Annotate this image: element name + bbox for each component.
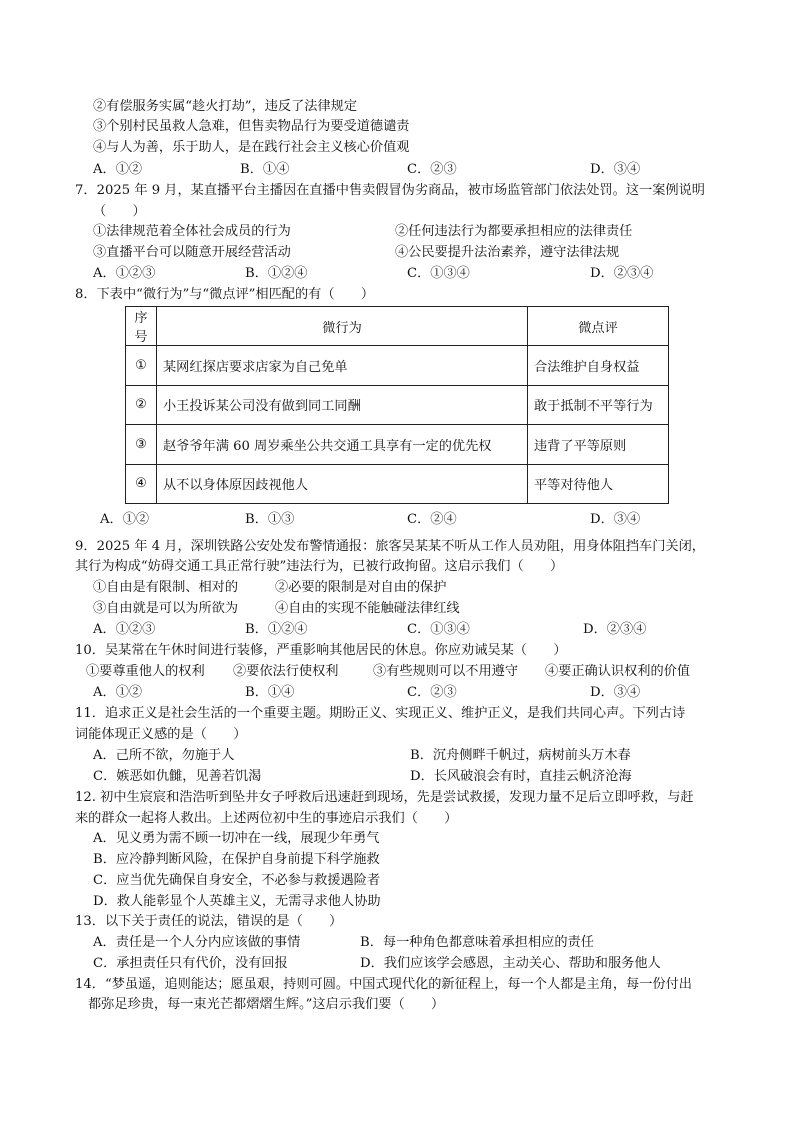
q12-stem-line2: 来的群众一起将人救出。上述两位初中生的事迹启示我们（ ） <box>75 811 458 826</box>
q9-item-4: ④自由的实现不能触碰法律红线 <box>275 601 460 616</box>
row-behavior: 小王投诉某公司没有做到同工同酬 <box>157 385 528 425</box>
q14-stem-line1: 14．“梦虽遥，追则能达；愿虽艰，持则可圆。中国式现代化的新征程上，每一个人都是主角，每一份付出 <box>75 977 692 992</box>
q14-stem-line2: 都弥足珍贵，每一束光芒都熠熠生辉。”这启示我们要（ ） <box>88 997 445 1012</box>
row-comment: 违背了平等原则 <box>528 425 669 465</box>
prev-option-d: D．③④ <box>590 162 641 177</box>
q8-option-d: D．③④ <box>590 512 641 527</box>
q9-item-1: ①自由是有限制、相对的 <box>93 580 239 595</box>
q12-option-a: A．见义勇为需不顾一切冲在一线，展现少年勇气 <box>93 831 380 846</box>
prev-option-a: A．①② <box>93 162 143 177</box>
prev-item-4: ④与人为善，乐于助人，是在践行社会主义核心价值观 <box>93 140 410 155</box>
row-behavior: 赵爷爷年满 60 周岁乘坐公共交通工具享有一定的优先权 <box>157 425 528 465</box>
q12-option-d: D．救人能彰显个人英雄主义，无需寻求他人协助 <box>93 894 381 909</box>
q9-option-b: B．①②④ <box>245 622 308 637</box>
q10-item-1: ①要尊重他人的权利 <box>86 664 205 679</box>
header-index: 序号 <box>126 307 157 346</box>
table-row <box>126 385 669 425</box>
q11-stem-line2: 词能体现正义感的是（ ） <box>75 727 247 742</box>
prev-item-2: ②有偿服务实属“趁火打劫”，违反了法律规定 <box>93 99 358 114</box>
prev-item-3: ③个别村民虽救人急难，但售卖物品行为要受道德谴责 <box>93 119 410 134</box>
q7-item-3: ③直播平台可以随意开展经营活动 <box>93 245 291 260</box>
q12-stem-line1: 12. 初中生宸宸和浩浩听到坠井女子呼救后迅速赶到现场，先是尝试救援，发现力量不足后立即呼救，与赶 <box>75 790 694 805</box>
row-index: ① <box>126 346 157 386</box>
table-header-row <box>126 307 669 346</box>
q7-option-a: A．①②③ <box>93 266 156 281</box>
table-row <box>126 425 669 465</box>
q13-option-b: B．每一种角色都意味着承担相应的责任 <box>360 935 594 950</box>
q13-stem: 13．以下关于责任的说法，错误的是（ ） <box>75 914 343 929</box>
q9-stem-line2: 其行为构成“妨碍交通工具正常行驶”违法行为，已被行政拘留。这启示我们（ ） <box>75 559 564 574</box>
table-row <box>126 346 669 386</box>
q8-table <box>125 306 669 504</box>
table-row <box>126 464 669 504</box>
q10-option-b: B．①④ <box>245 685 295 700</box>
q9-item-3: ③自由就是可以为所欲为 <box>93 601 239 616</box>
q10-item-3: ③有些规则可以不用遵守 <box>373 664 519 679</box>
q9-stem-line1: 9．2025 年 4 月，深圳铁路公安处发布警情通报：旅客吴某某不听从工作人员劝阻，用身体阻挡车门关闭， <box>75 539 705 554</box>
q9-option-a: A．①②③ <box>93 622 156 637</box>
row-comment: 合法维护自身权益 <box>528 346 669 386</box>
q7-answer-paren: （ ） <box>93 204 146 219</box>
row-comment: 敢于抵制不平等行为 <box>528 385 669 425</box>
row-behavior: 某网红探店要求店家为自己免单 <box>157 346 528 386</box>
q10-option-d: D．③④ <box>590 685 641 700</box>
header-behavior: 微行为 <box>157 307 528 346</box>
row-behavior: 从不以身体原因歧视他人 <box>157 464 528 504</box>
q7-item-2: ②任何违法行为都要承担相应的法律责任 <box>395 224 633 239</box>
prev-option-c: C．②③ <box>407 162 457 177</box>
row-index: ④ <box>126 464 157 504</box>
row-comment: 平等对待他人 <box>528 464 669 504</box>
q12-option-b: B．应冷静判断风险，在保护自身前提下科学施救 <box>93 852 380 867</box>
row-index: ③ <box>126 425 157 465</box>
q9-item-2: ②必要的限制是对自由的保护 <box>275 580 447 595</box>
header-comment: 微点评 <box>528 307 669 346</box>
q10-option-c: C．②③ <box>407 685 457 700</box>
q11-option-a: A．己所不欲，勿施于人 <box>93 748 235 763</box>
q9-option-c: C．①③④ <box>407 622 470 637</box>
q8-option-b: B．①③ <box>245 512 295 527</box>
q13-option-c: C．承担责任只有代价，没有回报 <box>93 956 288 971</box>
q8-stem: 8．下表中“微行为”与“微点评”相匹配的有（ ） <box>75 287 375 302</box>
q12-option-c: C．应当优先确保自身安全，不必参与救援遇险者 <box>93 873 381 888</box>
q11-option-c: C．嫉恶如仇雠，见善若饥渴 <box>93 769 262 784</box>
q11-option-d: D．长风破浪会有时，直挂云帆济沧海 <box>410 769 632 784</box>
q7-option-b: B．①②④ <box>245 266 308 281</box>
q7-item-1: ①法律规范着全体社会成员的行为 <box>93 224 291 239</box>
q7-option-c: C．①③④ <box>407 266 470 281</box>
q10-option-a: A．①② <box>93 685 143 700</box>
q13-option-d: D．我们应该学会感恩，主动关心、帮助和服务他人 <box>360 956 661 971</box>
q13-option-a: A．责任是一个人分内应该做的事情 <box>93 935 301 950</box>
q10-item-4: ④要正确认识权利的价值 <box>545 664 691 679</box>
row-index: ② <box>126 385 157 425</box>
q7-stem: 7．2025 年 9 月，某直播平台主播因在直播中售卖假冒伪劣商品，被市场监管部门依法处罚。这一案例说明 <box>75 183 705 198</box>
q7-option-d: D．②③④ <box>590 266 654 281</box>
prev-option-b: B．①④ <box>240 162 290 177</box>
q10-stem: 10．吴某常在午休时间进行装修，严重影响其他居民的休息。你应劝诫吴某（ ） <box>75 643 567 658</box>
q7-item-4: ④公民要提升法治素养，遵守法律法规 <box>395 245 620 260</box>
q9-option-d: D．②③④ <box>583 622 647 637</box>
q8-option-a: A．①② <box>100 512 150 527</box>
q8-option-c: C．②④ <box>407 512 457 527</box>
q10-item-2: ②要依法行使权利 <box>233 664 339 679</box>
q11-option-b: B．沉舟侧畔千帆过，病树前头万木春 <box>410 748 631 763</box>
q11-stem-line1: 11．追求正义是社会生活的一个重要主题。期盼正义、实现正义、维护正义，是我们共同心声。下列古诗 <box>75 706 686 721</box>
